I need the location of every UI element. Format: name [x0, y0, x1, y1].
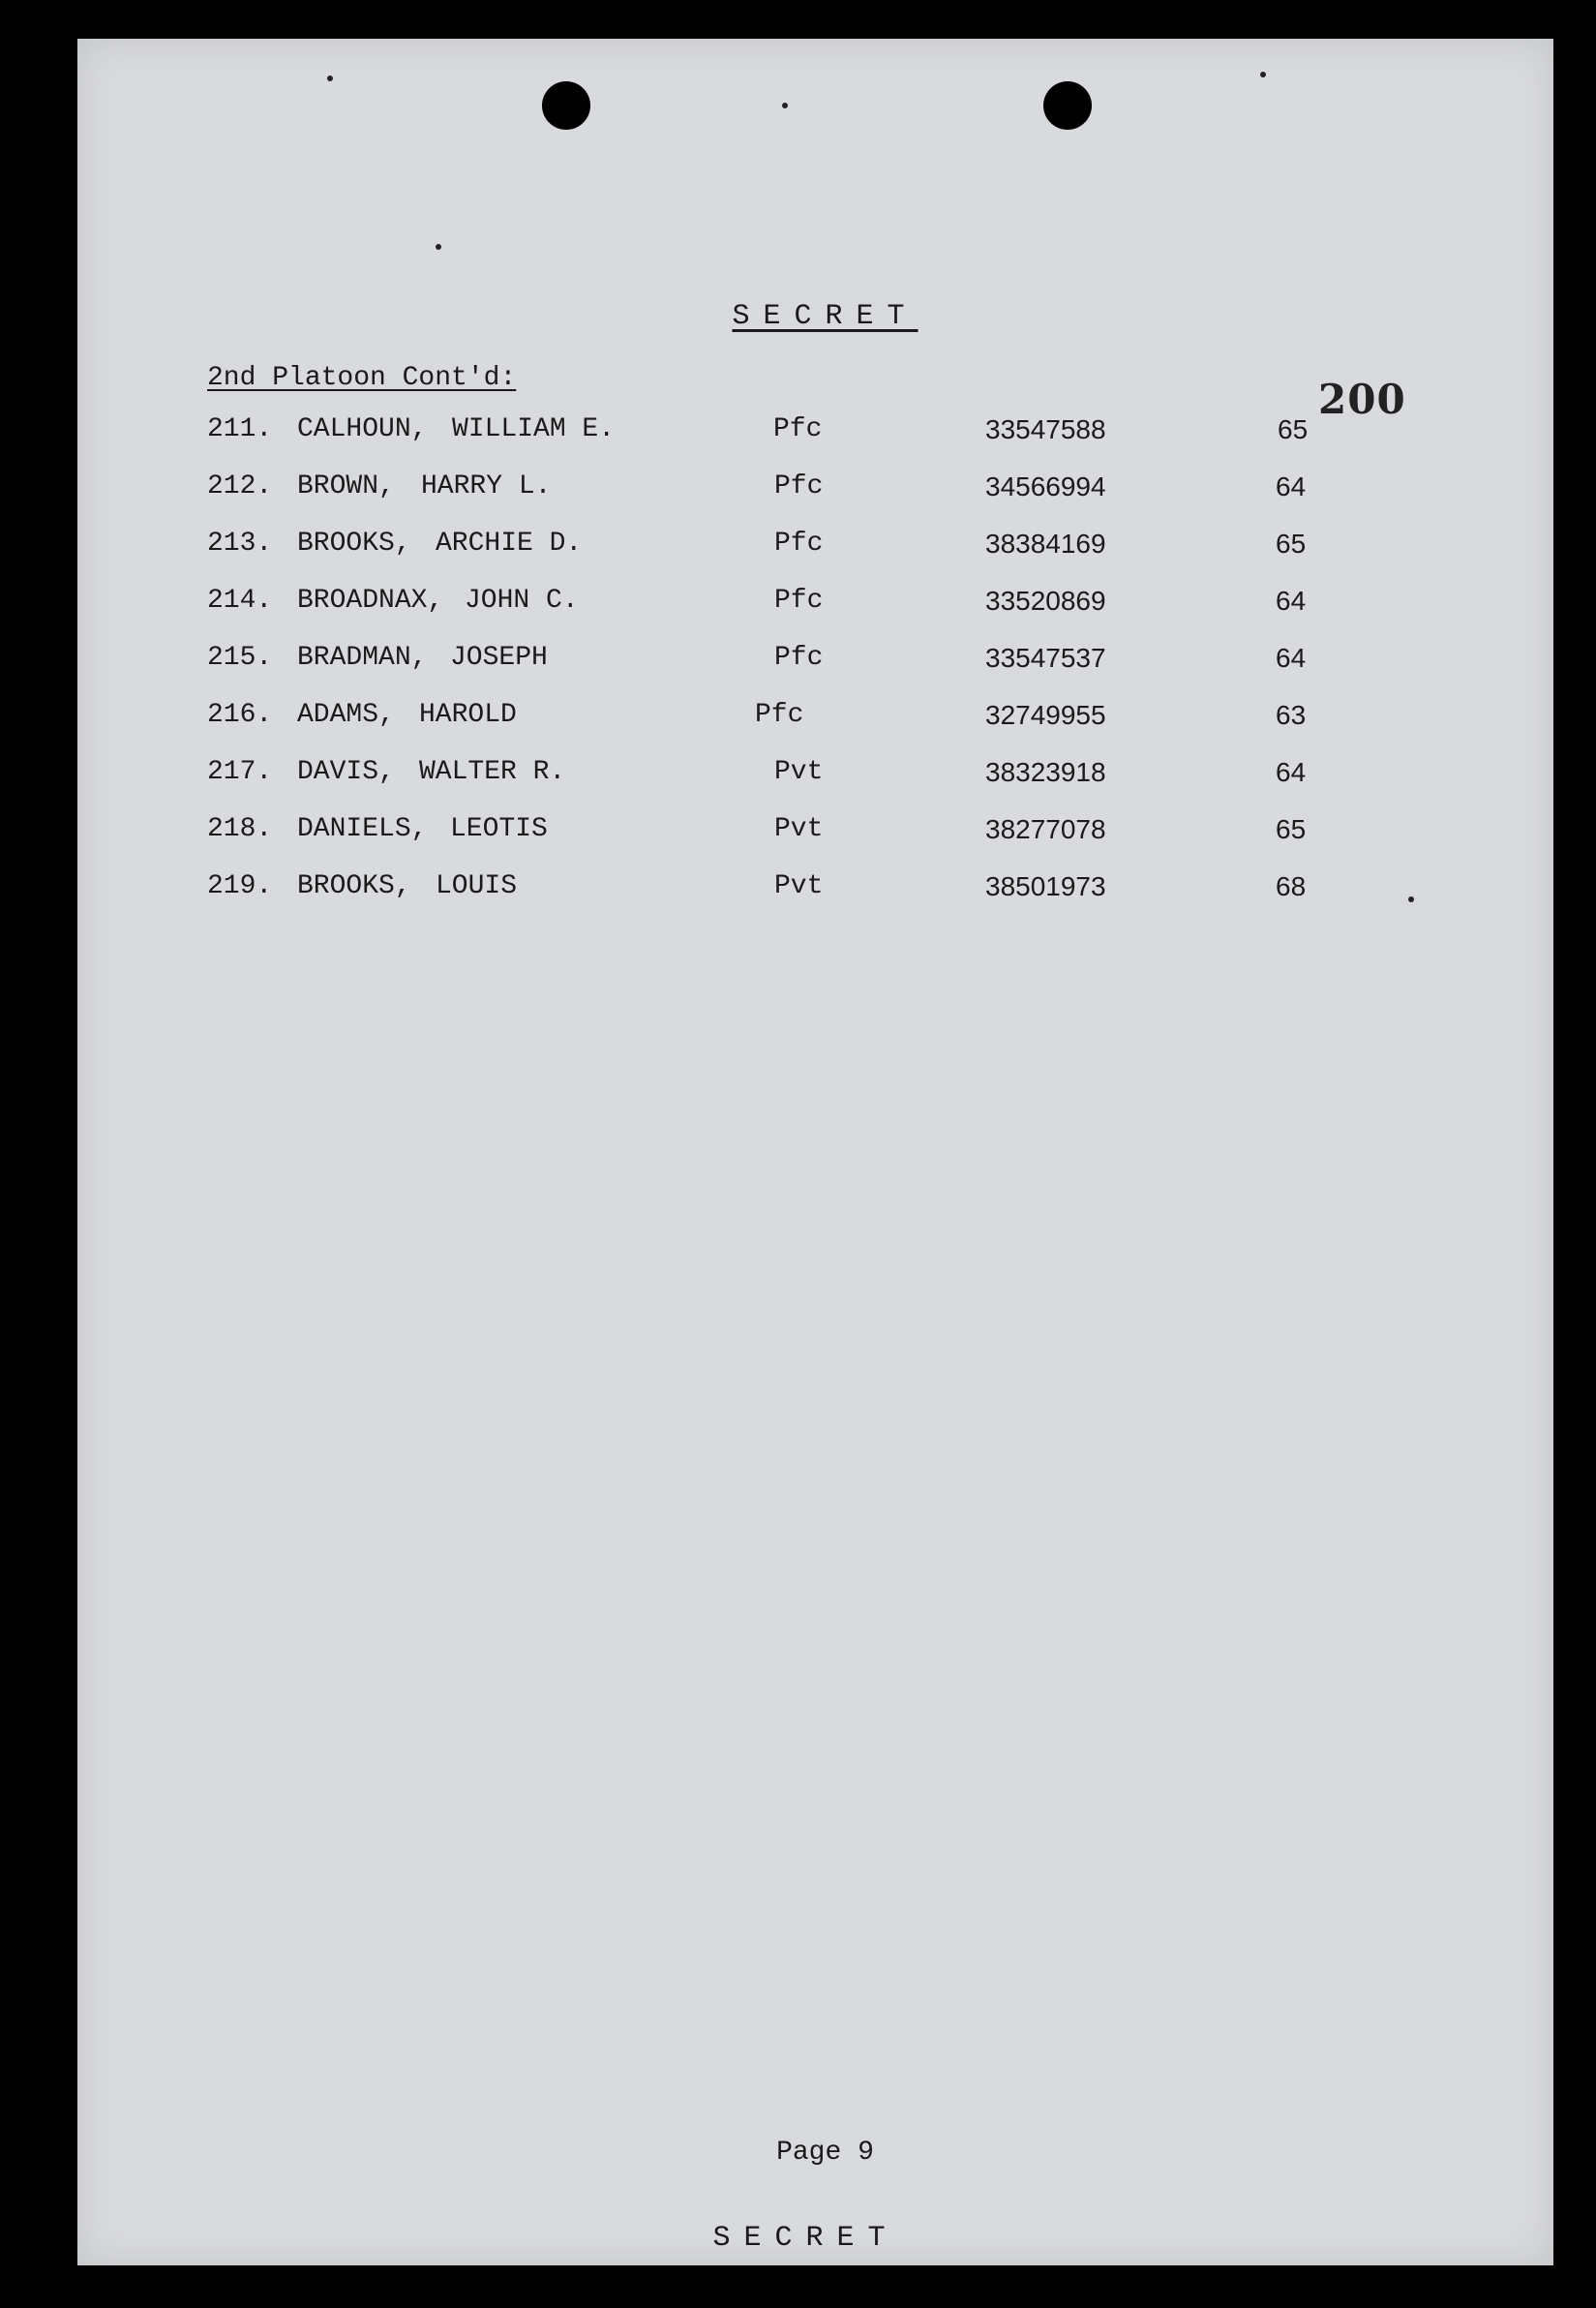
serial-number: 33547537 — [985, 643, 1106, 673]
last-name: ADAMS, — [297, 700, 395, 730]
punch-hole-right — [1043, 81, 1092, 130]
age: 65 — [1276, 814, 1307, 844]
first-name: JOSEPH — [450, 643, 548, 673]
rank: Pfc — [755, 700, 804, 730]
serial-number: 38277078 — [985, 814, 1106, 844]
roster-number: 212. — [207, 471, 273, 501]
stamp-number: 200 — [1318, 376, 1406, 423]
serial-number: 34566994 — [985, 471, 1106, 501]
last-name: BROOKS, — [297, 529, 411, 559]
first-name: LEOTIS — [450, 814, 548, 844]
serial-number: 33520869 — [985, 586, 1106, 616]
age: 65 — [1278, 414, 1309, 444]
age: 64 — [1276, 471, 1307, 501]
first-name: ARCHIE D. — [436, 529, 583, 559]
roster-number: 216. — [207, 700, 273, 730]
last-name: DANIELS, — [297, 814, 428, 844]
page-number: Page 9 — [776, 2138, 874, 2168]
first-name: HARRY L. — [421, 471, 552, 501]
classification-bottom: SECRET — [712, 2222, 899, 2255]
rank: Pfc — [774, 471, 824, 501]
roster-row — [77, 414, 1553, 471]
roster-number: 219. — [207, 871, 273, 901]
roster-row — [77, 814, 1553, 871]
roster-row — [77, 757, 1553, 814]
roster-number: 211. — [207, 414, 273, 444]
age: 64 — [1276, 586, 1307, 616]
serial-number: 32749955 — [985, 700, 1106, 730]
last-name: DAVIS, — [297, 757, 395, 787]
roster-number: 217. — [207, 757, 273, 787]
rank: Pvt — [774, 757, 824, 787]
serial-number: 38323918 — [985, 757, 1106, 787]
age: 65 — [1276, 529, 1307, 559]
roster-row — [77, 471, 1553, 529]
last-name: BROADNAX, — [297, 586, 444, 616]
serial-number: 38501973 — [985, 871, 1106, 901]
first-name: LOUIS — [436, 871, 518, 901]
document-page — [77, 39, 1553, 2265]
first-name: WALTER R. — [419, 757, 566, 787]
roster-row — [77, 586, 1553, 643]
age: 68 — [1276, 871, 1307, 901]
first-name: HAROLD — [419, 700, 517, 730]
section-heading: 2nd Platoon Cont'd: — [207, 363, 517, 393]
rank: Pvt — [774, 871, 824, 901]
classification-top: SECRET — [732, 300, 918, 333]
last-name: BRADMAN, — [297, 643, 428, 673]
rank: Pvt — [774, 814, 824, 844]
rank: Pfc — [774, 643, 824, 673]
rank: Pfc — [773, 414, 823, 444]
roster-number: 213. — [207, 529, 273, 559]
last-name: BROOKS, — [297, 871, 411, 901]
last-name: CALHOUN, — [297, 414, 428, 444]
serial-number: 38384169 — [985, 529, 1106, 559]
age: 64 — [1276, 643, 1307, 673]
roster-row — [77, 529, 1553, 586]
roster-row — [77, 700, 1553, 757]
roster-list — [77, 414, 1553, 928]
roster-number: 215. — [207, 643, 273, 673]
paper-speck — [436, 244, 441, 250]
roster-number: 218. — [207, 814, 273, 844]
roster-row — [77, 871, 1553, 928]
rank: Pfc — [774, 586, 824, 616]
age: 63 — [1276, 700, 1307, 730]
paper-speck — [1260, 72, 1266, 77]
paper-speck — [327, 76, 333, 81]
roster-row — [77, 643, 1553, 700]
punch-hole-left — [542, 81, 590, 130]
roster-number: 214. — [207, 586, 273, 616]
rank: Pfc — [774, 529, 824, 559]
first-name: JOHN C. — [465, 586, 579, 616]
age: 64 — [1276, 757, 1307, 787]
serial-number: 33547588 — [985, 414, 1106, 444]
last-name: BROWN, — [297, 471, 395, 501]
first-name: WILLIAM E. — [452, 414, 616, 444]
paper-speck — [782, 103, 788, 108]
